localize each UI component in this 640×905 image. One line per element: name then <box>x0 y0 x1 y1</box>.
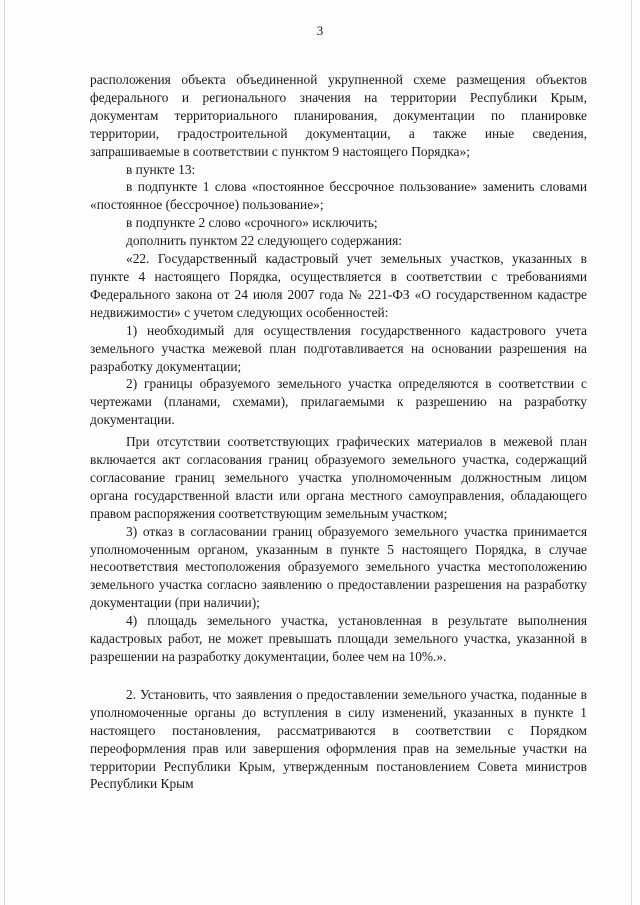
paragraph: в пункте 13: <box>126 161 196 177</box>
paragraph: 3) отказ в согласовании границ образуемого земельного участка принимается уполномоченным органом, указанным в пункте 5 настоящего Порядка, в случае несоответствия местоположения образуемого земельного участка местоположению земельного участка согласно заявлению о предоставлении разрешения на разработку документации (при наличии); <box>90 523 587 611</box>
paragraph: 2. Установить, что заявления о предоставлении земельного участка, поданные в уполномоченные органы до вступления в силу изменений, указанных в пункте 1 настоящего постановления, рассматриваются в соответствии с Порядком переоформления прав или завершения оформления прав на земельные участки на территории Республики Крым, утвержденным постановлением Совета министров Республики Крым <box>90 686 587 792</box>
paragraph: в подпункте 1 слова «постоянное бессрочное пользование» заменить словами «постоянное (бессрочное) пользование»; <box>90 179 587 213</box>
paragraph: 1) необходимый для осуществления государственного кадастрового учета земельного участка межевой план подготавливается на основании разрешения на разработку документации; <box>90 322 587 374</box>
scan-edge <box>4 0 5 905</box>
scan-edge <box>631 0 632 905</box>
paragraph: расположения объекта объединенной укрупненной схеме размещения объектов федерального и регионального значения на территории Республики Крым, документам территориального планирования, документации по планировке территории, градостроительной документации, а также иные сведения, запрашиваемые в соответствии с пунктом 9 настоящего Порядка»; <box>90 72 587 159</box>
paragraph: в подпункте 2 слово «срочного» исключить; <box>126 215 378 231</box>
paragraph: 2) границы образуемого земельного участка определяются в соответствии с чертежами (планами, схемами), прилагаемыми к разрешению на разработку документации. <box>90 376 587 428</box>
paragraph: дополнить пунктом 22 следующего содержания: <box>126 233 403 249</box>
paragraph: При отсутствии соответствующих графических материалов в межевой план включается акт согласования границ образуемого земельного участка, содержащий согласование границ земельного участка уполномоченным должностным лицом органа государственной власти или органа местного самоуправления, обладающего правом распоряжения соответствующим земельным участком; <box>90 434 587 521</box>
paragraph: «22. Государственный кадастровый учет земельных участков, указанных в пункте 4 настоящего Порядка, осуществляется в соответствии с требованиями Федерального закона от 24 июля 2007 года № 221-ФЗ «О государственном кадастре недвижимости» с учетом следующих особенностей: <box>90 251 587 320</box>
document-body <box>90 71 587 793</box>
page-number: 3 <box>316 23 324 38</box>
paragraph: 4) площадь земельного участка, установленная в результате выполнения кадастровых работ, не может превышать площади земельного участка, указанной в разрешении на разработку документации, более чем на 10%.». <box>90 613 587 664</box>
